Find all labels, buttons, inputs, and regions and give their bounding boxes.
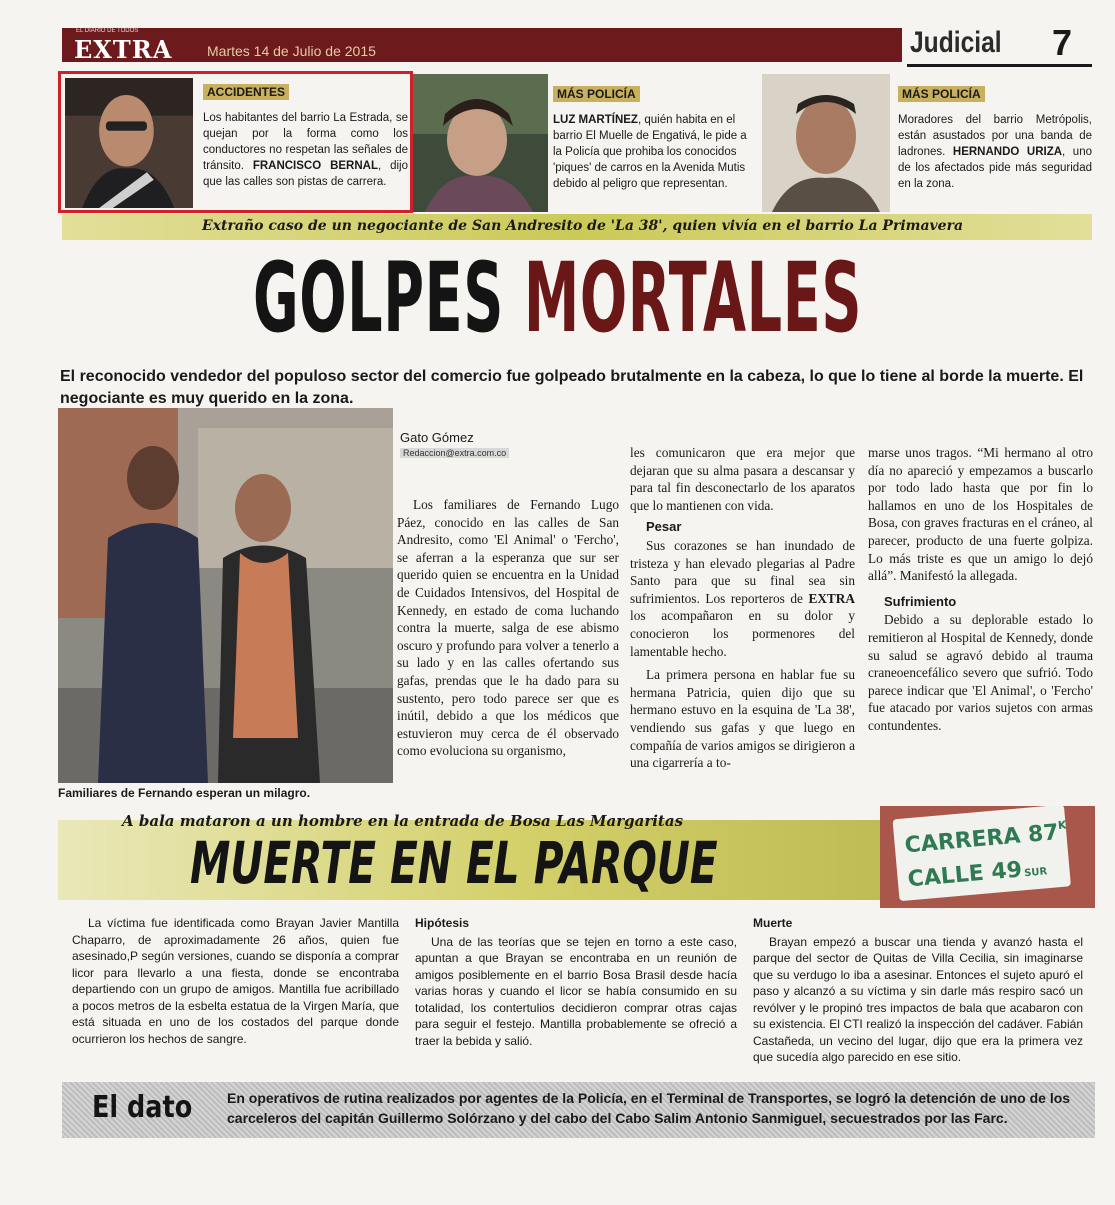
main-story-photo [58, 408, 393, 783]
sign-line-1: CARRERA $87^K$ [903, 818, 1068, 859]
teaser-photo-man-2 [762, 74, 890, 212]
story-paragraph: marse unos tragos. “Mi hermano al otro día no apareció y empezamos a buscarlo por todo lado hasta que por fin lo hallamos en uno de los Hospitales de Bosa, con graves fracturas en el cráneo, al parecer, producto de una fuerte golpiza. Lo más triste es que un amigo lo dejó allá”. Manifestó la allegada. [868, 445, 1093, 584]
kicker-band [62, 214, 1092, 240]
main-headline [234, 242, 881, 354]
story-column-2 [630, 444, 855, 772]
teaser-kicker: ACCIDENTES [203, 84, 289, 100]
teaser-mas-policia-1 [413, 74, 758, 212]
deck: El reconocido vendedor del populoso sector del comercio fue golpeado brutalmente en la cabeza, lo que lo tiene al borde la muerte. El negociante es muy querido en la zona. [60, 368, 1084, 407]
section-rule [907, 64, 1092, 67]
teaser-mas-policia-2 [762, 74, 1097, 212]
story2-column-3 [753, 915, 1083, 1066]
teaser-photo-man [65, 78, 193, 208]
headline-part-1: GOLPES [252, 242, 504, 354]
story-column-1 [397, 496, 619, 760]
story2-paragraph: Una de las teorías que se tejen en torno a este caso, apuntan a que Brayan se encontraba en un reunión de amigos posiblemente en el barrio Bosa Brasil desde hacía varias horas y cuando el licor se había consumido en su totalidad, los contertulios decidieron comprar otras cajas para seguir el festejo. Mantilla probablemente se ofreció a traer la bebida y salió. [415, 934, 737, 1048]
story-paragraph: les comunicaron que era mejor que dejaran que su alma pasara a descansar y para tal fin desconectarlo de los aparatos que lo mantienen con vida. [630, 445, 855, 513]
teaser-kicker: MÁS POLICÍA [553, 86, 640, 102]
brand-logo: EXTRA [74, 35, 173, 64]
story2-kicker: A bala mataron a un hombre en la entrada de Bosa Las Margaritas [122, 812, 684, 830]
subhead-hipotesis: Hipótesis [415, 916, 470, 930]
sign-line-2: CALLE 49SUR [906, 857, 1048, 893]
teaser-kicker: MÁS POLICÍA [898, 86, 985, 102]
teaser-accidentes [58, 71, 413, 213]
byline: Gato Gómez [400, 430, 474, 445]
teaser-blurb: Moradores del barrio Metrópolis, están asustados por una banda de ladrones. HERNANDO URIZA, uno de los afectados pide más seguridad en la zona. [898, 114, 1092, 190]
story2-paragraph: Brayan empezó a buscar una tienda y avanzó hasta el parque del sector de Quitas de Villa Cecilia, sin imaginarse que su verdugo lo iba a asesinar. Entonces el sujeto apuró el paso y alcanzó a su víctima y sin darle más respiro sacó un revólver y le propinó tres impactos de bala que acabaron con su existencia. El CTI realizó la inspección del cadáver. Fabián Castañeda, un vecino del lugar, dijo que era la primera vez que sucedía algo parecido en ese sitio. [753, 934, 1083, 1064]
story-paragraph: Debido a su deplorable estado lo remitieron al Hospital de Kennedy, donde su salud se agravó debido al trauma craneoencefálico severo que sufrió. Todo parece indicar que 'El Animal', o 'Fercho' fue atacado por varios sujetos con armas contundentes. [868, 612, 1093, 733]
kicker-text: Extraño caso de un negociante de San Andresito de 'La 38', quien vivía en el barrio La Primavera [202, 218, 964, 234]
headline-part-2: MORTALES [523, 242, 863, 354]
el-dato-label: El dato [92, 1090, 193, 1125]
page-header [62, 22, 1092, 68]
byline-email: Redaccion@extra.com.co [400, 448, 509, 458]
story2-column-2 [415, 915, 737, 1049]
story-column-3 [868, 444, 1093, 735]
story2-column-1 [72, 915, 399, 1047]
teaser-blurb: Los habitantes del barrio La Estrada, se quejan por la forma como los conductores no respetan las señales de tránsito. FRANCISCO BERNAL, dijo que las calles son pistas de carrera. [203, 112, 408, 188]
teaser-photo-woman [413, 74, 548, 212]
subhead-sufrimiento: Sufrimiento [884, 593, 957, 609]
photo-caption: Familiares de Fernando esperan un milagro. [58, 786, 311, 800]
section-title: Judicial [910, 26, 1002, 59]
story-paragraph: La primera persona en hablar fue su hermana Patricia, quien dijo que su hermano estuvo en la esquina de 'La 38', vendiendo sus gafas y que luego en compañía de varios amigos se dirigieron a una cigarrería a to- [630, 667, 855, 771]
story-paragraph: Los familiares de Fernando Lugo Páez, conocido en las calles de San Andresito, como 'El Animal' o 'Fercho', se aferran a la esperanza que sur ser querido quien se encuentra en la Unidad de Cuidados Intensivos, del Hospital de Kennedy, en estado de coma luchando contra la muerte, salga de ese abismo oscuro y profundo para volver a tenerlo a su lado y en las calles ofertando sus gafas, prendas que le ha dado para su sustento, pero todo parece ser que es inútil, debido a que los médicos que estuvieron muy cerca de él observado como evoluciona su organismo, [397, 497, 619, 759]
subhead-muerte: Muerte [753, 916, 793, 930]
story2-paragraph: La víctima fue identificada como Brayan Javier Mantilla Chaparro, de aproximadamente 26 años, quien fue asesinado,P según versiones, cuando se disponía a comprar licor para llevarlo a una fiesta, donde se encontraba departiendo con un grupo de amigos. Mantilla fue acribillado a pocos metros de la esbelta estatua de la Virgen María, que está situada en uno de los costados del parque donde ocurrieron los hechos de sangre. [72, 916, 399, 1046]
el-dato-text: En operativos de rutina realizados por agentes de la Policía, en el Terminal de Transportes, se logró la detención de uno de los carceleros del capitán Guillermo Solórzano y del cabo del Cabo Salim Antonio Sanmiguel, secuestrados por las Farc. [227, 1090, 1071, 1126]
masthead-bar [62, 28, 902, 62]
el-dato-box [62, 1082, 1095, 1138]
page-number: 7 [1052, 22, 1073, 63]
street-sign-photo [880, 806, 1095, 908]
story2-headline: MUERTE EN EL PARQUE [190, 829, 718, 897]
issue-date: Martes 14 de Julio de 2015 [207, 43, 376, 59]
story-paragraph: Sus corazones se han inundado de tristeza y han elevado plegarias al Padre Santo para que su final sea sin sufrimientos. Los reporteros de EXTRA los acompañaron en su dolor y conocieron los pormenores del lamentable hecho. [630, 537, 855, 659]
subhead-pesar: Pesar [646, 519, 682, 535]
teaser-blurb: LUZ MARTÍNEZ, quién habita en el barrio El Muelle de Engativá, le pide a la Policía que prohiba los conocidos 'piques' de carros en la Avenida Mutis debido al peligro que representan. [553, 114, 747, 190]
brand-tagline: EL DIARIO DE TODOS [76, 28, 139, 34]
